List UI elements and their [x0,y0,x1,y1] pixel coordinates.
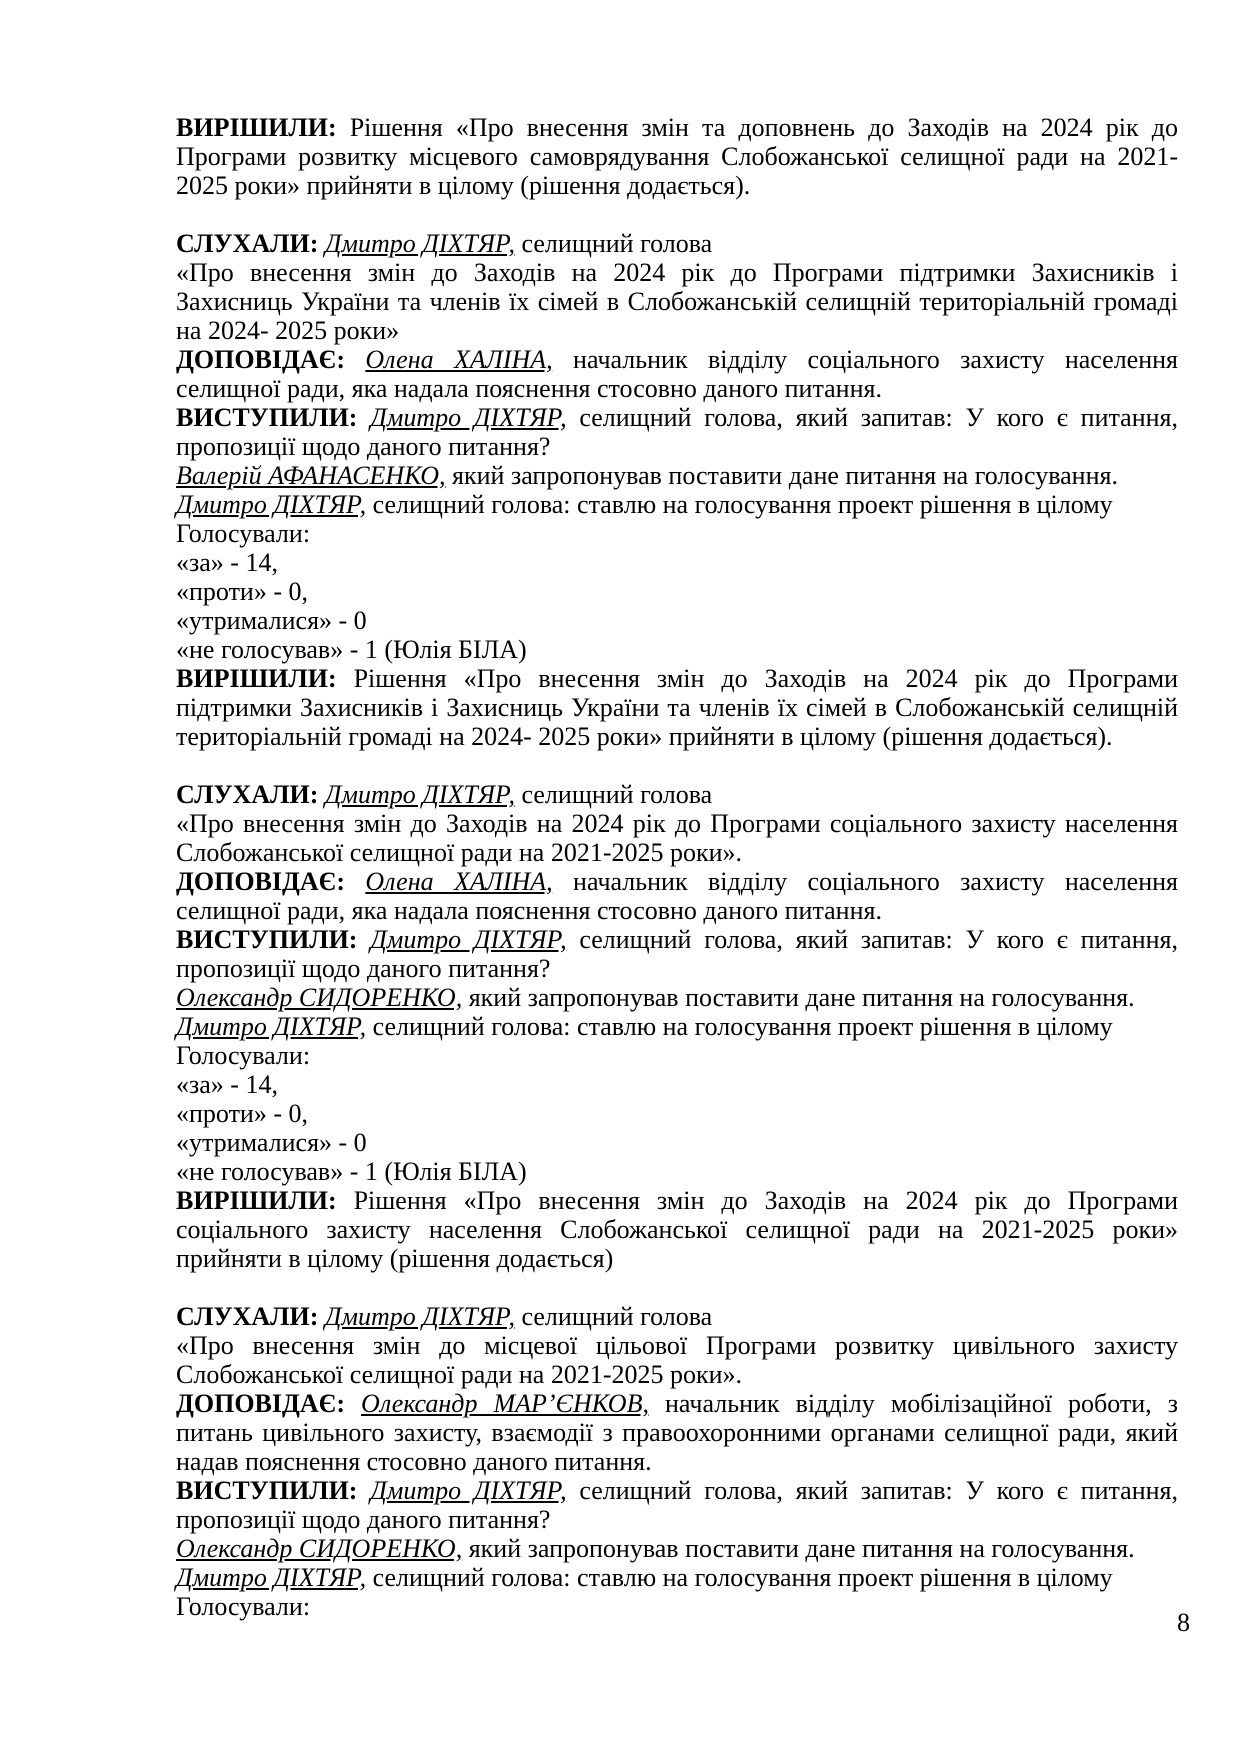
spoke-text: селищний голова, який запитав: У кого є питання, пропозиції щодо даного питання? [176,925,1179,983]
decided-label: ВИРІШИЛИ: [176,664,337,693]
reports-label: ДОПОВІДАЄ: [176,345,345,374]
reports-text: начальник відділу соціального захисту населення селищної ради, яка надала пояснення стосовно даного питання. [176,867,1178,925]
decision-paragraph [176,113,1178,200]
speaker-name: Дмитро ДІХТЯР, [370,1476,567,1505]
proposer-name: Валерій АФАНАСЕНКО, [176,461,446,490]
decision-paragraph [176,664,1178,751]
reporter-name: Олександр МАР’ЄНКОВ, [361,1389,649,1418]
heard-label: СЛУХАЛИ: [176,780,319,809]
chair-line [176,1563,1178,1592]
heard-line [176,229,1178,258]
reports-paragraph [176,345,1178,403]
spoke-text: селищний голова, який запитав: У кого є питання, пропозиції щодо даного питання? [176,1476,1179,1534]
vote-abstained: «утрималися» - 0 [176,606,367,635]
chair-line [176,1012,1178,1041]
reports-text: начальник відділу соціального захисту населення селищної ради, яка надала пояснення стосовно даного питання. [176,345,1178,403]
voted-heading: Голосували: [176,519,311,548]
decision-text: Рішення «Про внесення змін до Заходів на 2024 рік до Програми підтримки Захисників і Захисниць України та членів їх сімей в Слобожанській селищній територіальній громаді на 2024- 2025 роки» прийняти в цілому (рішення додається). [176,664,1178,751]
spoke-paragraph [176,1476,1178,1534]
heard-label: СЛУХАЛИ: [176,229,319,258]
proposer-text: який запропонував поставити дане питання на голосування. [462,983,1135,1012]
section-gap [176,200,1178,229]
proposer-line [176,461,1178,490]
agenda-topic: «Про внесення змін до місцевої цільової Програми розвитку цивільного захисту Слобожанської селищної ради на 2021-2025 роки». [176,1331,1178,1389]
section-gap [176,1273,1178,1302]
agenda-topic: «Про внесення змін до Заходів на 2024 рік до Програми соціального захисту населення Слобожанської селищної ради на 2021-2025 роки». [176,809,1178,867]
spoke-paragraph [176,403,1178,461]
proposer-text: який запропонував поставити дане питання на голосування. [462,1534,1135,1563]
vote-not-voted: «не голосував» - 1 (Юлія БІЛА) [176,635,527,664]
vote-for: «за» - 14, [176,548,278,577]
chair-text: селищний голова: ставлю на голосування проект рішення в цілому [366,1012,1113,1041]
reports-paragraph [176,1389,1178,1476]
reports-label: ДОПОВІДАЄ: [176,1389,345,1418]
reports-label: ДОПОВІДАЄ: [176,867,345,896]
heard-label: СЛУХАЛИ: [176,1302,319,1331]
vote-not-voted: «не голосував» - 1 (Юлія БІЛА) [176,1157,527,1186]
speaker-name: Дмитро ДІХТЯР, [370,925,567,954]
decision-paragraph [176,1186,1178,1273]
voted-heading: Голосували: [176,1592,311,1621]
chair-name: Дмитро ДІХТЯР, [176,1563,367,1592]
decision-text: Рішення «Про внесення змін та доповнень до Заходів на 2024 рік до Програми розвитку місцевого самоврядування Слобожанської селищної ради на 2021-2025 роки» прийняти в цілому (рішення додається). [176,113,1178,200]
section-gap [176,751,1178,780]
vote-abstained: «утрималися» - 0 [176,1128,367,1157]
speaker-role: селищний голова [515,780,713,809]
decided-label: ВИРІШИЛИ: [176,1186,337,1215]
speaker-role: селищний голова [515,1302,713,1331]
vote-against: «проти» - 0, [176,577,309,606]
reports-paragraph [176,867,1178,925]
proposer-name: Олександр СИДОРЕНКО, [176,983,463,1012]
proposer-text: який запропонував поставити дане питання на голосування. [445,461,1118,490]
spoke-label: ВИСТУПИЛИ: [176,925,358,954]
chair-name: Дмитро ДІХТЯР, [176,490,367,519]
speaker-name: Дмитро ДІХТЯР, [370,403,567,432]
speaker-name: Дмитро ДІХТЯР, [324,1302,516,1331]
speaker-name: Дмитро ДІХТЯР, [324,229,516,258]
heard-line [176,780,1178,809]
reports-text: начальник відділу мобілізаційної роботи, з питань цивільного захисту, взаємодії з правоохоронними органами селищної ради, який надав пояснення стосовно даного питання. [176,1389,1178,1476]
proposer-line [176,1534,1178,1563]
agenda-topic: «Про внесення змін до Заходів на 2024 рік до Програми підтримки Захисників і Захисниць України та членів їх сімей в Слобожанській селищній територіальній громаді на 2024- 2025 роки» [176,258,1178,345]
spoke-label: ВИСТУПИЛИ: [176,403,358,432]
decided-label: ВИРІШИЛИ: [176,113,337,142]
page-number: 8 [1177,1608,1190,1637]
spoke-label: ВИСТУПИЛИ: [176,1476,358,1505]
chair-text: селищний голова: ставлю на голосування проект рішення в цілому [366,1563,1113,1592]
chair-line [176,490,1178,519]
decision-text: Рішення «Про внесення змін до Заходів на 2024 рік до Програми соціального захисту населення Слобожанської селищної ради на 2021-2025 роки» прийняти в цілому (рішення додається) [176,1186,1178,1273]
speaker-name: Дмитро ДІХТЯР, [324,780,516,809]
heard-line [176,1302,1178,1331]
proposer-name: Олександр СИДОРЕНКО, [176,1534,463,1563]
voted-heading: Голосували: [176,1041,311,1070]
reporter-name: Олена ХАЛІНА, [365,867,553,896]
vote-for: «за» - 14, [176,1070,278,1099]
chair-name: Дмитро ДІХТЯР, [176,1012,367,1041]
spoke-text: селищний голова, який запитав: У кого є питання, пропозиції щодо даного питання? [176,403,1179,461]
chair-text: селищний голова: ставлю на голосування проект рішення в цілому [366,490,1113,519]
reporter-name: Олена ХАЛІНА, [365,345,553,374]
spoke-paragraph [176,925,1178,983]
proposer-line [176,983,1178,1012]
speaker-role: селищний голова [515,229,713,258]
vote-against: «проти» - 0, [176,1099,309,1128]
